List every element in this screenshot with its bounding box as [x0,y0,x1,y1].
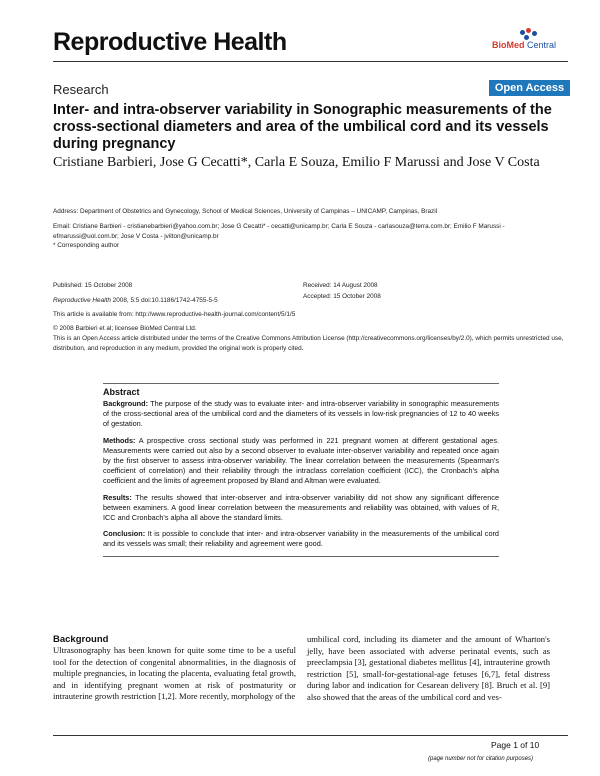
abstract-background [103,399,499,430]
abstract-conclusion [103,529,499,549]
background-heading: Background [53,634,109,645]
authors: Cristiane Barbieri, Jose G Cecatti*, Carla E Souza, Emilio F Marussi and Jose V Costa [53,155,540,170]
published-date: Published: 15 October 2008 [53,282,133,289]
received-date: Received: 14 August 2008 [303,282,378,289]
abstract-conclusion-label: Conclusion: [103,529,146,539]
abstract-background-text: The purpose of the study was to evaluate inter- and intra-observer variability in sonographic measurements of the cross-sectional area of the umbilical cord and the diameters of its vessels in low-risk pregnancies of 12 to 40 weeks of gestation. [103,399,499,429]
abstract-methods-text: A prospective cross sectional study was performed in 221 pregnant women at different gestational ages. Measurements were carried out also by a second observer to evaluate inter-observer variability and repeated once again by the first observer to assess intra-observer variability. The linear correlation between the measurements (Spearman's coefficient of correlation) and their reliability through the intraclass correlation coefficient (ICC), the Cronbach's alpha coefficient and the limits of agreement proposed by Bland and Altman were evaluated. [103,435,499,486]
citation-details: 2008, 5:5 doi:10.1186/1742-4755-5-5 [110,297,218,304]
section-label: Research [53,82,109,97]
biomed-central-logo [470,28,565,56]
article-title: Inter- and intra-observer variability in Sonographic measurements of the cross-sectional diameters and area of the umbilical cord and its vessels during pregnancy [53,102,552,152]
abstract-results [103,493,499,524]
header-rule [53,61,568,62]
abstract-results-label: Results: [103,492,132,502]
emails: Email: Cristiane Barbieri - cristianebarbieri@yahoo.com.br; Jose G Cecatti* - cecatti@unicamp.br; Carla E Souza - carlasouza@terra.com.br; Emilio F Marussi - efmarussi@uol.com.br; Jose V Costa - jvilton@unicamp.br [53,223,505,240]
copyright: © 2008 Barbieri et al; licensee BioMed Central Ltd. [53,325,197,332]
abstract-methods-label: Methods: [103,435,136,445]
abstract-methods [103,436,499,487]
corresponding-author: * Corresponding author [53,242,120,249]
license-text: This is an Open Access article distributed under the terms of the Creative Commons Attribution License (http://creativecommons.org/licenses/by/2.0), which permits unrestricted use, distribution, and reproduction in any medium, provided the original work is properly cited. [53,335,564,352]
abstract-conclusion-text: It is possible to conclude that inter- and intra-observer variability in the measurements of the umbilical cord and its vessels was small; their reliability and agreement were good. [103,529,499,549]
abstract-background-label: Background: [103,399,148,408]
abstract-heading: Abstract [103,387,140,397]
citation-journal: Reproductive Health [53,297,111,304]
body-column-left: Ultrasonography has been known for quite some time to be a useful tool for the detection of congenital abnormalities, in the diagnosis of multiple pregnancies, in locating the placenta, evaluating fetal growth, and in identifying pregnant women at risk of postmaturity or intrauterine growth restriction [1,2]. More recently, morphology of the [53,645,296,702]
page-note: (page number not for citation purposes) [428,756,534,762]
footer-rule [53,735,568,736]
abstract-box [103,383,499,557]
address: Address: Department of Obstetrics and Gynecology, School of Medical Sciences, University of Campinas – UNICAMP, Campinas, Brazil [53,208,438,215]
page-number: Page 1 of 10 [491,740,540,750]
citation [53,296,218,306]
logo-bio: BioMed [492,40,525,50]
body-column-right: umbilical cord, including its diameter and the amount of Wharton's jelly, have been associated with adverse perinatal events, such as preeclampsia [3], gestational diabetes mellitus [4], intrauterine growth restriction [5], small-for-gestational-age fetuses [6,7], fetal distress during labor and indication for Cesarean delivery [8]. Bruch et al. [9] also showed that the areas of the umbilical cord and ves- [307,634,550,702]
logo-central: Central [524,40,557,50]
open-access-badge: Open Access [489,80,570,96]
abstract-results-text: The results showed that inter-observer and intra-observer variability did not show any significant difference between examiners. A good linear correlation between the measurements and reliability was obtained, with values of R, ICC and Cronbach's alpha all above the standard limits. [103,492,499,523]
accepted-date: Accepted: 15 October 2008 [303,293,381,300]
availability[interactable]: This article is available from: http://www.reproductive-health-journal.com/content/5/1/5 [53,311,296,318]
journal-title: Reproductive Health [53,28,287,56]
